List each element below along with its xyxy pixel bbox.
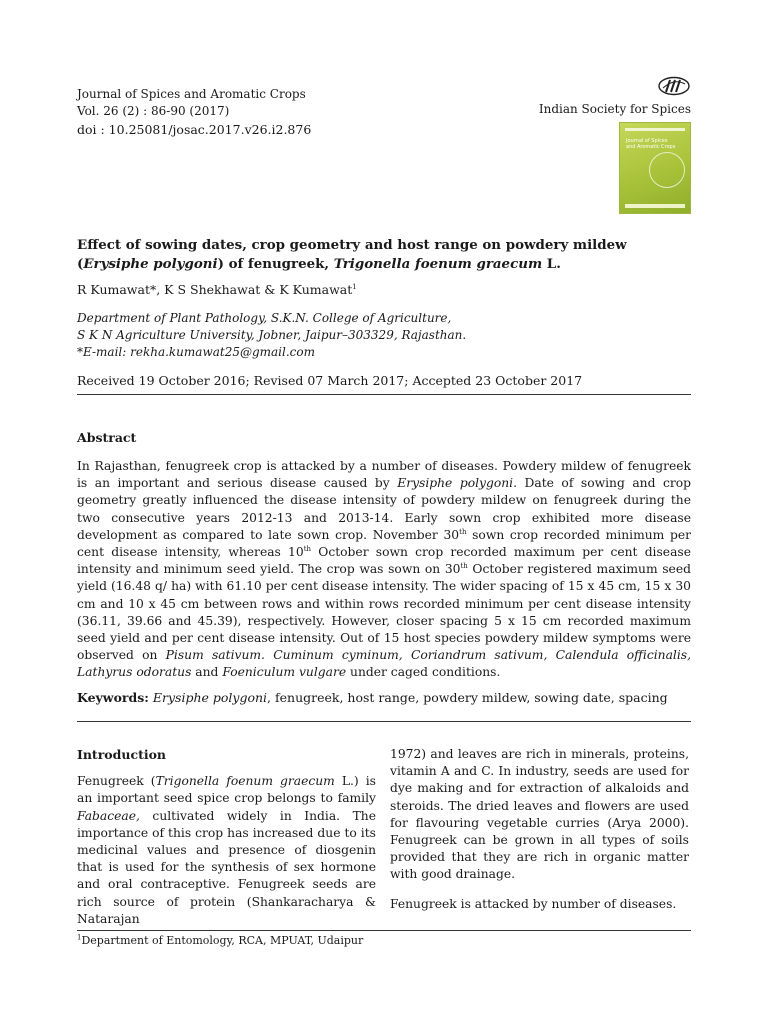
abstract-italic: Foeniculum vulgare <box>222 665 347 680</box>
intro-part: cultivated widely in India. The importance of this crop has increased due to its medicinal values and presence of diosgenin that is used for the synthesis of sex hormone and oral contraceptive. Fenugreek seeds are rich source of protein (Shankaracharya & Natarajan <box>77 808 376 926</box>
intro-italic: Trigonella foenum graecum <box>155 774 335 789</box>
divider <box>77 394 691 395</box>
journal-info <box>77 86 311 138</box>
journal-cover-image <box>619 122 691 214</box>
keyword-italic: Erysiphe polygoni <box>152 690 268 705</box>
received-dates: Received 19 October 2016; Revised 07 March 2017; Accepted 23 October 2017 <box>77 373 583 388</box>
title-pathogen: Erysiphe polygoni <box>83 256 218 272</box>
author-list: R Kumawat*, K S Shekhawat & K Kumawat <box>77 282 353 297</box>
abstract-heading: Abstract <box>77 430 137 445</box>
ordinal-sup: th <box>460 562 468 571</box>
abstract-part: . Date of sowing and crop geometry greatly influenced the disease intensity of powdery mildew on fenugreek during the two consecutive years 2012-13 and 2013-14. Early sown crop exhibited more disease development as compared to late sown crop. November 30 <box>77 476 691 542</box>
paper-title <box>77 236 691 274</box>
title-species: Trigonella foenum graecum <box>333 256 543 272</box>
abstract-part: October registered maximum seed yield (16.48 q/ ha) with 61.10 per cent disease intensity. The wider spacing of 15 x 45 cm, 15 x 30 cm and 10 x 45 cm between rows and within rows recorded minimum per cent disease intensity (36.11, 39.66 and 45.39), respectively. However, closer spacing 5 x 15 cm recorded maximum seed yield and per cent disease intensity. Out of 15 host species powdery mildew symptoms were observed on <box>77 562 691 663</box>
affiliation <box>77 310 466 361</box>
abstract-part: and <box>191 665 223 680</box>
keywords-label: Keywords: <box>77 690 149 705</box>
abstract-part: sown crop recorded minimum per cent disease intensity, whereas 10 <box>77 527 691 560</box>
affiliation-email[interactable]: *E-mail: rekha.kumawat25@gmail.com <box>77 345 315 359</box>
intro-paragraph: 1972) and leaves are rich in minerals, proteins, vitamin A and C. In industry, seeds are used for dye making and for extraction of alkaloids and steroids. The dried leaves and flowers are used for flavouring vegetable curries (Arya 2000). Fenugreek can be grown in all types of soils provided that they are rich in organic matter with good drainage. <box>390 747 689 882</box>
intro-column-right <box>390 746 689 913</box>
title-part: L. <box>542 256 561 272</box>
journal-volume: Vol. 26 (2) : 86-90 (2017) <box>77 104 230 118</box>
abstract-part: October sown crop recorded maximum per cent disease intensity and minimum seed yield. The crop was sown on 30 <box>77 545 691 577</box>
divider <box>77 721 691 722</box>
keywords <box>77 690 668 705</box>
intro-paragraph: Fenugreek is attacked by number of diseases. <box>390 896 677 911</box>
author-footnote-mark: 1 <box>352 282 357 291</box>
abstract-italic: Pisum sativum. Cuminum cyminum, Coriandrum sativum, Calendula officinalis, Lathyrus odoratus <box>77 648 691 680</box>
journal-name: Journal of Spices and Aromatic Crops <box>77 87 306 101</box>
footnote-text: Department of Entomology, RCA, MPUAT, Udaipur <box>81 934 364 947</box>
authors <box>77 282 357 297</box>
footnote-mark: 1 <box>77 933 82 942</box>
cover-globe-icon <box>649 152 685 188</box>
footnote <box>77 934 363 947</box>
paper-page <box>77 0 691 1024</box>
society-name: Indian Society for Spices <box>538 102 691 116</box>
introduction-heading: Introduction <box>77 747 167 762</box>
cover-header-bar <box>625 128 685 131</box>
intro-part: L.) is an important seed spice crop belongs to family <box>77 774 376 806</box>
cover-title: Journal of Spices and Aromatic Crops <box>626 138 676 150</box>
title-part: Effect of sowing dates, crop geometry and host range on powdery mildew ( <box>77 237 627 272</box>
affiliation-line: S K N Agriculture University, Jobner, Jaipur–303329, Rajasthan. <box>77 328 467 342</box>
cover-footer-bar <box>625 204 685 208</box>
footnote-divider <box>77 930 691 931</box>
abstract-part: under caged conditions. <box>346 665 501 680</box>
abstract-italic: Erysiphe polygoni <box>397 476 514 491</box>
ordinal-sup: th <box>303 544 312 553</box>
intro-column-left <box>77 746 376 928</box>
abstract-text <box>77 458 691 682</box>
intro-paragraph <box>77 773 376 928</box>
affiliation-line: Department of Plant Pathology, S.K.N. College of Agriculture, <box>77 311 452 325</box>
doi-link[interactable]: doi : 10.25081/josac.2017.v26.i2.876 <box>77 122 312 137</box>
title-part: ) of fenugreek, <box>217 256 334 272</box>
society-logo-icon <box>657 76 691 96</box>
ordinal-sup: th <box>459 527 467 536</box>
intro-part: Fenugreek ( <box>77 774 156 789</box>
keyword-list: , fenugreek, host range, powdery mildew, sowing date, spacing <box>267 690 668 705</box>
intro-italic: Fabaceae, <box>77 808 140 823</box>
abstract-part: In Rajasthan, fenugreek crop is attacked by a number of diseases. Powdery mildew of fenugreek is an important and serious disease caused by <box>77 459 691 491</box>
